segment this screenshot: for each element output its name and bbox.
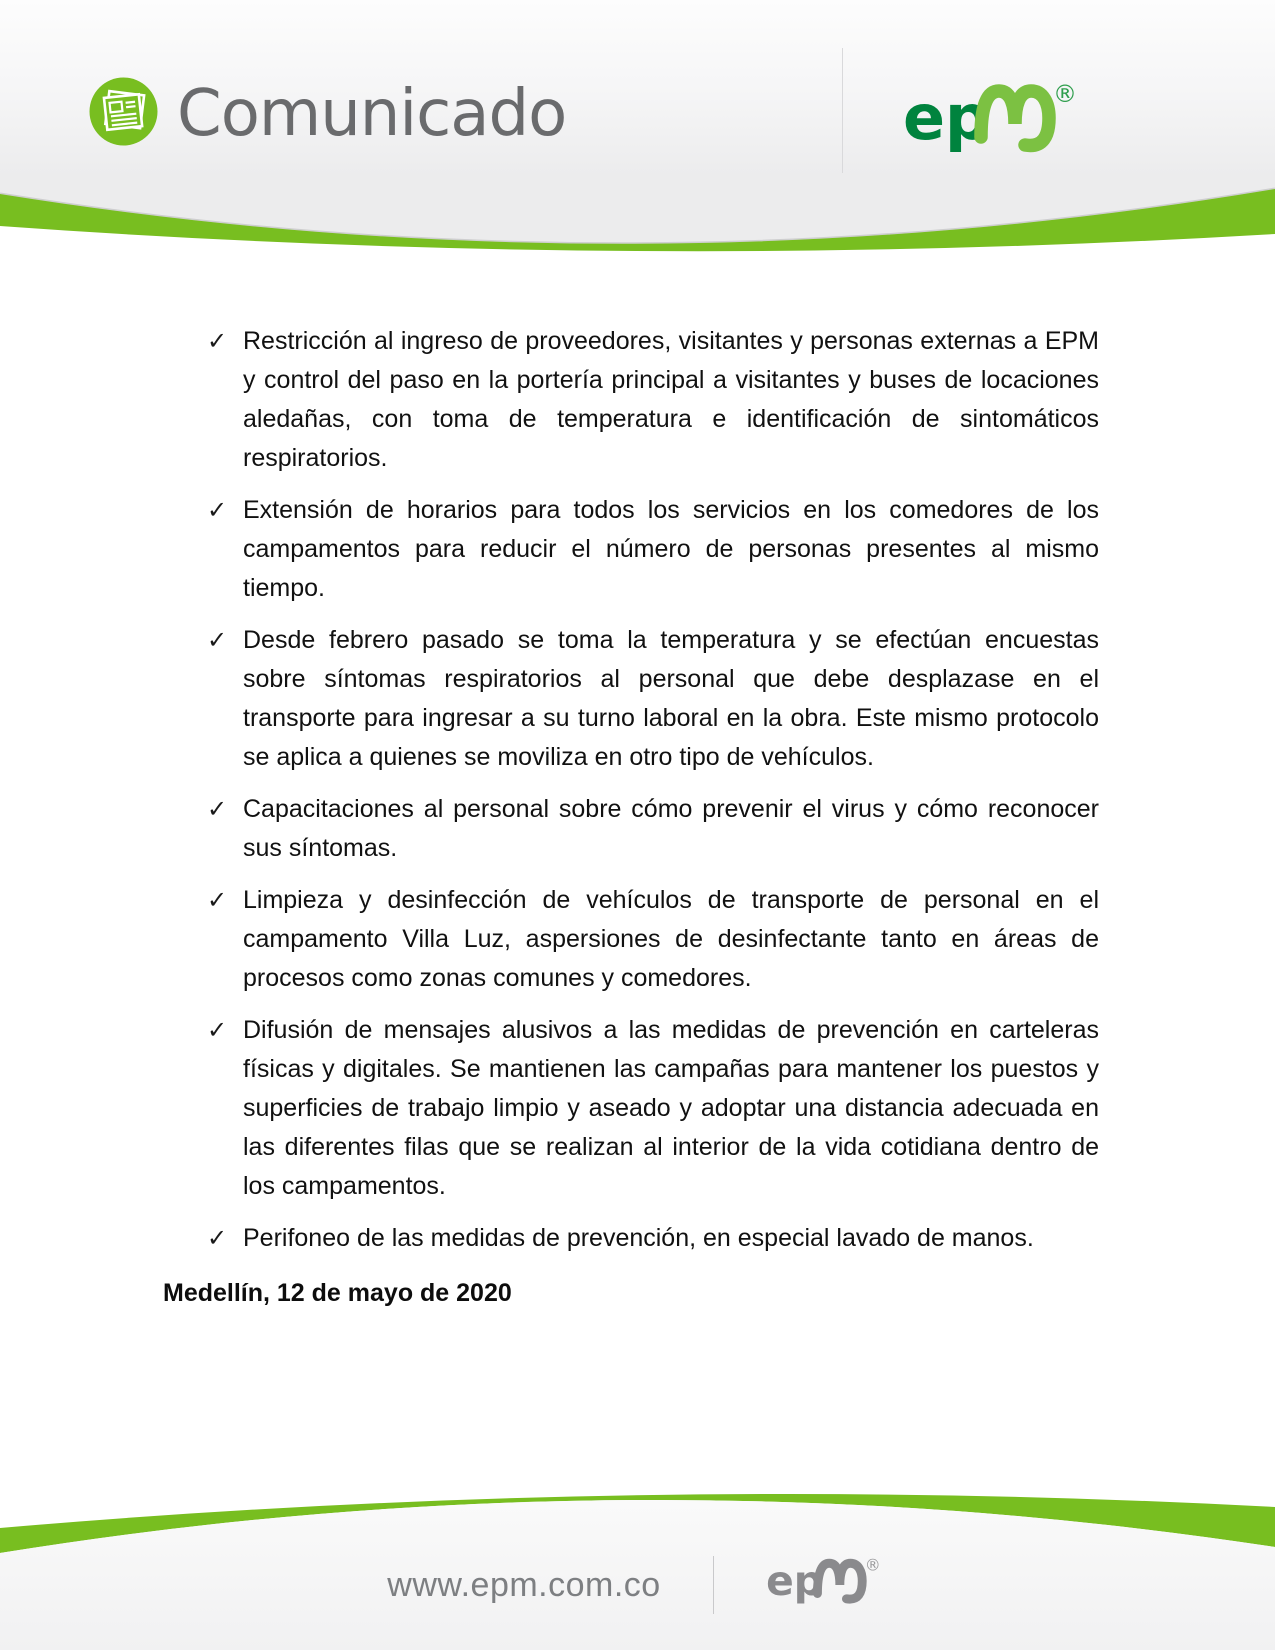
registered-mark: ® <box>1053 80 1077 108</box>
epm-logo-ep: ep <box>903 81 990 154</box>
list-item <box>163 1011 1099 1206</box>
footer-content <box>0 1552 1275 1618</box>
epm-logo-m <box>981 91 1049 145</box>
list-item <box>163 790 1099 868</box>
epm-logo <box>903 80 1088 167</box>
document-body <box>163 322 1099 1313</box>
news-icon <box>89 77 158 151</box>
bullet-text: Extensión de horarios para todos los servicios en los comedores de los campamentos para reducir el número de personas presentes al mismo tiempo. <box>243 496 1099 602</box>
header-wave <box>0 176 1275 266</box>
list-item <box>163 322 1099 478</box>
footer-epm-logo <box>766 1556 888 1615</box>
bullet-text: Capacitaciones al personal sobre cómo prevenir el virus y cómo reconocer sus síntomas. <box>243 795 1099 862</box>
list-item <box>163 881 1099 998</box>
check-icon: ✓ <box>207 1224 228 1252</box>
page-title: Comunicado <box>177 77 567 151</box>
header-divider <box>842 48 843 173</box>
check-icon: ✓ <box>207 327 228 355</box>
list-item <box>163 491 1099 608</box>
check-icon: ✓ <box>207 1016 228 1044</box>
bullet-text: Perifoneo de las medidas de prevención, en especial lavado de manos. <box>243 1224 1034 1252</box>
footer-epm-logo-ep: ep <box>765 1556 823 1605</box>
list-item <box>163 1219 1099 1258</box>
dateline: Medellín, 12 de mayo de 2020 <box>163 1279 512 1307</box>
footer-divider <box>713 1556 714 1614</box>
footer <box>0 1480 1275 1650</box>
check-icon: ✓ <box>207 626 228 654</box>
check-icon: ✓ <box>207 886 228 914</box>
bullet-text: Restricción al ingreso de proveedores, visitantes y personas externas a EPM y control del paso en la portería principal a visitantes y buses de locaciones aledañas, con toma de temperatura e identificación de sintomáticos respiratorios. <box>243 327 1099 472</box>
list-item <box>163 621 1099 777</box>
bullet-text: Difusión de mensajes alusivos a las medidas de prevención en carteleras físicas y digitales. Se mantienen las campañas para mantener los puestos y superficies de trabajo limpio y aseado y adoptar una distancia adecuada en las diferentes filas que se realizan al interior de la vida cotidiana dentro de los campamentos. <box>243 1016 1099 1200</box>
masthead <box>89 77 566 151</box>
bullet-text: Limpieza y desinfección de vehículos de transporte de personal en el campamento Villa Luz, aspersiones de desinfectante tanto en áreas de procesos como zonas comunes y comedores. <box>243 886 1099 992</box>
bullet-text: Desde febrero pasado se toma la temperatura y se efectúan encuestas sobre síntomas respiratorios al personal que debe desplazase en el transporte para ingresar a su turno laboral en la obra. Este mismo protocolo se aplica a quienes se moviliza en otro tipo de vehículos. <box>243 626 1099 771</box>
footer-epm-logo-m <box>817 1563 862 1599</box>
footer-url: www.epm.com.co <box>387 1565 661 1604</box>
check-icon: ✓ <box>207 496 228 524</box>
check-icon: ✓ <box>207 795 228 823</box>
footer-registered-mark: ® <box>864 1555 881 1574</box>
